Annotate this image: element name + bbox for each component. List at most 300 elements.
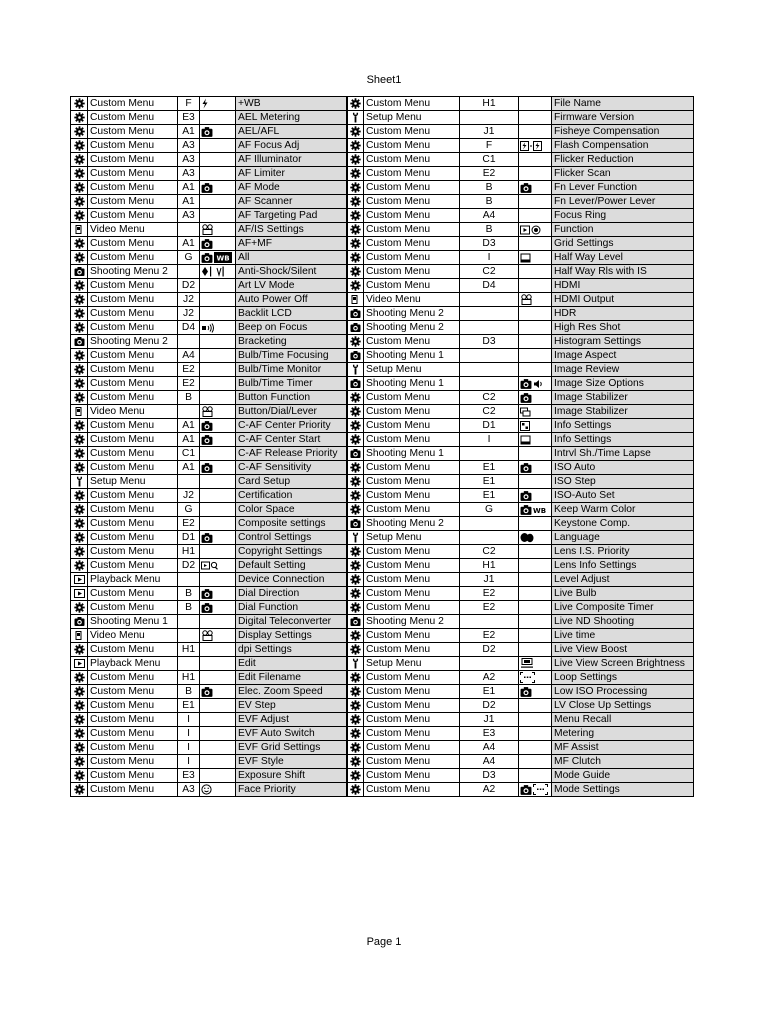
menu-code: I (178, 713, 200, 727)
gear-icon (74, 238, 85, 249)
symbol-cell (519, 643, 552, 657)
setting-label: EVF Grid Settings (236, 741, 347, 755)
setting-label: Composite settings (236, 517, 347, 531)
video-menu-icon (71, 223, 88, 237)
gear-menu-icon (347, 783, 364, 797)
symbol-cell (200, 545, 236, 559)
symbol-cell (200, 755, 236, 769)
gear-menu-icon (71, 517, 88, 531)
gear-menu-icon (347, 237, 364, 251)
table-row (71, 279, 694, 293)
symbol-group (520, 462, 532, 474)
menu-code: A2 (460, 783, 519, 797)
gear-menu-icon (347, 279, 364, 293)
symbol-group (201, 561, 219, 571)
gear-menu-icon (71, 685, 88, 699)
menu-name: Custom Menu (364, 265, 460, 279)
table-row (71, 713, 694, 727)
menu-code: D1 (460, 419, 519, 433)
symbol-cell (519, 405, 552, 419)
wrench-menu-icon (347, 111, 364, 125)
gear-icon (74, 140, 85, 151)
menu-name: Shooting Menu 2 (364, 615, 460, 629)
menu-name: Shooting Menu 1 (364, 377, 460, 391)
table-row (71, 167, 694, 181)
setting-label: Button/Dial/Lever (236, 405, 347, 419)
menu-name: Shooting Menu 2 (88, 265, 178, 279)
menu-name: Custom Menu (364, 279, 460, 293)
table-row (71, 195, 694, 209)
menu-name: Setup Menu (364, 363, 460, 377)
menu-name: Custom Menu (88, 671, 178, 685)
menu-name: Video Menu (364, 293, 460, 307)
symbol-cell (519, 713, 552, 727)
menu-code: C2 (460, 405, 519, 419)
setting-label: Face Priority (236, 783, 347, 797)
gear-icon (74, 154, 85, 165)
symbol-cell (200, 265, 236, 279)
menu-code: E1 (460, 685, 519, 699)
movie-icon (201, 406, 214, 417)
gear-icon (74, 322, 85, 333)
camera-icon (520, 504, 532, 516)
camera-icon (74, 266, 85, 277)
gear-icon (350, 154, 361, 165)
camera-menu-icon (347, 517, 364, 531)
wrench-icon (350, 532, 361, 543)
menu-name: Custom Menu (88, 209, 178, 223)
symbol-cell (200, 307, 236, 321)
wrench-icon (350, 364, 361, 375)
symbol-cell (519, 685, 552, 699)
symbol-cell (200, 783, 236, 797)
setting-label: EVF Style (236, 755, 347, 769)
menu-name: Shooting Menu 2 (364, 517, 460, 531)
symbol-cell (519, 629, 552, 643)
menu-code: E2 (460, 629, 519, 643)
gear-icon (74, 350, 85, 361)
setting-label: Live View Screen Brightness (552, 657, 694, 671)
menu-name: Custom Menu (88, 699, 178, 713)
menu-code: A4 (178, 349, 200, 363)
wrench-menu-icon (347, 657, 364, 671)
symbol-cell (200, 573, 236, 587)
gear-icon (350, 420, 361, 431)
menu-name: Custom Menu (88, 741, 178, 755)
symbol-cell (200, 503, 236, 517)
camera-icon (520, 686, 532, 698)
camera-menu-icon (347, 307, 364, 321)
gear-icon (74, 756, 85, 767)
menu-name: Custom Menu (88, 111, 178, 125)
menu-name: Custom Menu (88, 783, 178, 797)
gear-icon (74, 742, 85, 753)
setting-label: EVF Adjust (236, 713, 347, 727)
menu-name: Custom Menu (88, 321, 178, 335)
menu-name: Custom Menu (88, 531, 178, 545)
table-row (71, 475, 694, 489)
symbol-cell (200, 657, 236, 671)
symbol-cell (519, 195, 552, 209)
gear-menu-icon (71, 545, 88, 559)
menu-name: Custom Menu (364, 139, 460, 153)
gear-menu-icon (71, 503, 88, 517)
symbol-group (520, 532, 534, 543)
symbol-group (201, 323, 215, 333)
gear-menu-icon (71, 727, 88, 741)
symbol-cell (519, 601, 552, 615)
setting-label: Grid Settings (552, 237, 694, 251)
symbol-cell (200, 461, 236, 475)
menu-code: E2 (460, 167, 519, 181)
symbol-cell (519, 657, 552, 671)
menu-code: E2 (460, 601, 519, 615)
gear-icon (74, 392, 85, 403)
symbol-cell (200, 335, 236, 349)
menu-code: A4 (460, 209, 519, 223)
language-icon (520, 532, 534, 543)
menu-name: Custom Menu (88, 545, 178, 559)
setting-label: Exposure Shift (236, 769, 347, 783)
symbol-cell (200, 447, 236, 461)
menu-code: D3 (460, 769, 519, 783)
table-row (71, 671, 694, 685)
gear-menu-icon (71, 293, 88, 307)
page-footer: Page 1 (366, 936, 402, 948)
symbol-cell (519, 111, 552, 125)
menu-code: E1 (460, 461, 519, 475)
menu-code: C2 (460, 545, 519, 559)
menu-code: E2 (178, 377, 200, 391)
menu-name: Custom Menu (88, 489, 178, 503)
table-row (71, 643, 694, 657)
setting-label: Flicker Scan (552, 167, 694, 181)
camera-icon (520, 182, 532, 194)
symbol-cell (519, 349, 552, 363)
gear-menu-icon (347, 433, 364, 447)
video-icon (74, 630, 85, 641)
gear-menu-icon (71, 167, 88, 181)
menu-code: D3 (460, 237, 519, 251)
menu-code: A1 (178, 461, 200, 475)
gear-menu-icon (347, 167, 364, 181)
setting-label: EV Step (236, 699, 347, 713)
menu-name: Playback Menu (88, 573, 178, 587)
menu-code: A3 (178, 139, 200, 153)
menu-code: G (178, 251, 200, 265)
menu-name: Custom Menu (364, 629, 460, 643)
menu-name: Custom Menu (364, 433, 460, 447)
menu-code: B (460, 181, 519, 195)
table-row (71, 699, 694, 713)
wrench-menu-icon (347, 363, 364, 377)
symbol-group (201, 126, 213, 138)
menu-code: B (178, 587, 200, 601)
gear-menu-icon (347, 699, 364, 713)
gear-menu-icon (71, 181, 88, 195)
menu-name: Custom Menu (364, 405, 460, 419)
wb-auto-icon (533, 505, 546, 515)
gear-menu-icon (71, 125, 88, 139)
table-row (71, 531, 694, 545)
menu-code: A4 (460, 741, 519, 755)
menu-name: Custom Menu (88, 433, 178, 447)
setting-label: ISO Step (552, 475, 694, 489)
symbol-group (520, 435, 531, 445)
setting-label: Language (552, 531, 694, 545)
symbol-cell (519, 783, 552, 797)
menu-code: F (460, 139, 519, 153)
setting-label: File Name (552, 97, 694, 111)
gear-icon (350, 756, 361, 767)
setting-label: Histogram Settings (552, 335, 694, 349)
menu-name: Custom Menu (88, 713, 178, 727)
table-row (71, 265, 694, 279)
symbol-cell (519, 377, 552, 391)
symbol-cell (519, 573, 552, 587)
setting-label: Color Space (236, 503, 347, 517)
table-row (71, 181, 694, 195)
gear-icon (350, 784, 361, 795)
camera-menu-icon (347, 615, 364, 629)
info-icon (520, 421, 530, 431)
gear-menu-icon (71, 741, 88, 755)
gear-icon (74, 644, 85, 655)
setting-label: Card Setup (236, 475, 347, 489)
menu-code (460, 321, 519, 335)
gear-menu-icon (71, 713, 88, 727)
menu-code: B (460, 223, 519, 237)
symbol-cell (200, 223, 236, 237)
symbol-cell (200, 489, 236, 503)
gear-icon (350, 280, 361, 291)
setting-label: Flash Compensation (552, 139, 694, 153)
gear-icon (350, 140, 361, 151)
gear-menu-icon (347, 671, 364, 685)
setting-label: AF Limiter (236, 167, 347, 181)
symbol-group (201, 224, 214, 235)
gear-menu-icon (71, 279, 88, 293)
menu-name: Custom Menu (364, 601, 460, 615)
setting-label: ISO Auto (552, 461, 694, 475)
menu-code: D3 (460, 335, 519, 349)
symbol-cell (519, 447, 552, 461)
menu-name: Custom Menu (88, 293, 178, 307)
gear-menu-icon (71, 195, 88, 209)
gear-icon (74, 602, 85, 613)
gear-icon (350, 770, 361, 781)
menu-code: F (178, 97, 200, 111)
menu-code: C2 (460, 391, 519, 405)
gear-icon (350, 546, 361, 557)
sound-icon (533, 379, 543, 389)
menu-code (178, 405, 200, 419)
setting-label: Display Settings (236, 629, 347, 643)
setting-label: AF Mode (236, 181, 347, 195)
symbol-cell (519, 727, 552, 741)
symbol-cell (200, 615, 236, 629)
menu-name: Setup Menu (364, 657, 460, 671)
gear-menu-icon (71, 643, 88, 657)
camera-icon (201, 434, 213, 446)
menu-code: C1 (178, 447, 200, 461)
camera-menu-icon (347, 447, 364, 461)
setting-label: Live Bulb (552, 587, 694, 601)
camera-icon (201, 182, 213, 194)
menu-name: Custom Menu (364, 713, 460, 727)
symbol-cell (200, 139, 236, 153)
setting-label: Level Adjust (552, 573, 694, 587)
gear-menu-icon (347, 629, 364, 643)
menu-code: D4 (178, 321, 200, 335)
menu-code (460, 307, 519, 321)
setting-label: AF Scanner (236, 195, 347, 209)
setting-label: Auto Power Off (236, 293, 347, 307)
setting-label: EVF Auto Switch (236, 727, 347, 741)
gear-menu-icon (347, 335, 364, 349)
symbol-cell (519, 139, 552, 153)
symbol-group (201, 266, 225, 277)
menu-code: D2 (178, 279, 200, 293)
menu-code: G (178, 503, 200, 517)
gear-icon (350, 196, 361, 207)
gear-icon (350, 476, 361, 487)
table-row (71, 741, 694, 755)
table-row (71, 489, 694, 503)
symbol-cell (200, 349, 236, 363)
symbol-cell (519, 517, 552, 531)
gear-icon (74, 700, 85, 711)
wrench-icon (350, 112, 361, 123)
gear-menu-icon (347, 587, 364, 601)
gear-menu-icon (347, 755, 364, 769)
menu-name: Custom Menu (364, 699, 460, 713)
menu-name: Custom Menu (88, 237, 178, 251)
shock-icon (201, 266, 225, 277)
symbol-cell (519, 475, 552, 489)
table-row (71, 419, 694, 433)
gear-icon (350, 406, 361, 417)
gear-menu-icon (71, 111, 88, 125)
menu-name: Shooting Menu 1 (88, 615, 178, 629)
camera-icon (350, 518, 361, 529)
menu-name: Shooting Menu 1 (364, 447, 460, 461)
menu-code (178, 475, 200, 489)
menu-code: B (178, 391, 200, 405)
gear-icon (74, 196, 85, 207)
symbol-cell (519, 125, 552, 139)
setting-label: Half Way Level (552, 251, 694, 265)
gear-icon (350, 126, 361, 137)
table-row (71, 587, 694, 601)
menu-code: B (178, 601, 200, 615)
setting-label: Low ISO Processing (552, 685, 694, 699)
symbol-cell (519, 265, 552, 279)
gear-icon (74, 504, 85, 515)
gear-icon (350, 462, 361, 473)
menu-code: A1 (178, 195, 200, 209)
symbol-cell (519, 559, 552, 573)
table-row (71, 111, 694, 125)
camera-icon (350, 378, 361, 389)
symbol-cell (519, 209, 552, 223)
menu-code (178, 573, 200, 587)
symbol-cell (519, 335, 552, 349)
brightness-icon (520, 658, 534, 669)
menu-name: Setup Menu (364, 531, 460, 545)
setting-label: Bulb/Time Monitor (236, 363, 347, 377)
gear-menu-icon (347, 125, 364, 139)
camera-icon (201, 532, 213, 544)
gear-menu-icon (71, 601, 88, 615)
menu-code (460, 447, 519, 461)
symbol-group (201, 182, 213, 194)
symbol-group (520, 294, 533, 305)
symbol-cell (200, 643, 236, 657)
gear-menu-icon (71, 699, 88, 713)
gear-icon (350, 252, 361, 263)
symbol-cell (519, 251, 552, 265)
symbol-group (201, 420, 213, 432)
setting-label: Edit Filename (236, 671, 347, 685)
camera-menu-icon (71, 615, 88, 629)
symbol-cell (200, 251, 236, 265)
gear-icon (74, 518, 85, 529)
symbol-cell (200, 531, 236, 545)
symbol-cell (200, 181, 236, 195)
menu-code: E3 (460, 727, 519, 741)
symbol-group (201, 588, 213, 600)
camera-icon (201, 420, 213, 432)
menu-code: E2 (460, 587, 519, 601)
gear-icon (74, 770, 85, 781)
symbol-cell (519, 755, 552, 769)
sheet-title: Sheet1 (366, 74, 402, 86)
video-menu-icon (71, 629, 88, 643)
flash-comp-icon (520, 141, 542, 151)
symbol-group (520, 504, 546, 516)
menu-name: Custom Menu (364, 153, 460, 167)
menu-name: Custom Menu (88, 251, 178, 265)
symbol-group (520, 407, 531, 417)
video-menu-icon (347, 293, 364, 307)
menu-name: Custom Menu (88, 377, 178, 391)
menu-code: J1 (460, 573, 519, 587)
menu-code: J2 (178, 293, 200, 307)
gear-icon (74, 280, 85, 291)
setting-label: Info Settings (552, 419, 694, 433)
menu-code (460, 657, 519, 671)
gear-icon (74, 98, 85, 109)
menu-name: Custom Menu (88, 279, 178, 293)
menu-name: Custom Menu (364, 391, 460, 405)
menu-code: C1 (460, 153, 519, 167)
gear-icon (74, 784, 85, 795)
symbol-cell (200, 741, 236, 755)
menu-name: Custom Menu (364, 559, 460, 573)
menu-name: Custom Menu (88, 167, 178, 181)
setting-label: C-AF Sensitivity (236, 461, 347, 475)
setting-label: Mode Settings (552, 783, 694, 797)
symbol-cell (519, 293, 552, 307)
table-row (71, 405, 694, 419)
symbol-group (520, 686, 532, 698)
gear-menu-icon (347, 713, 364, 727)
table-row (71, 223, 694, 237)
gear-icon (350, 434, 361, 445)
symbol-cell (200, 727, 236, 741)
menu-name: Setup Menu (364, 111, 460, 125)
